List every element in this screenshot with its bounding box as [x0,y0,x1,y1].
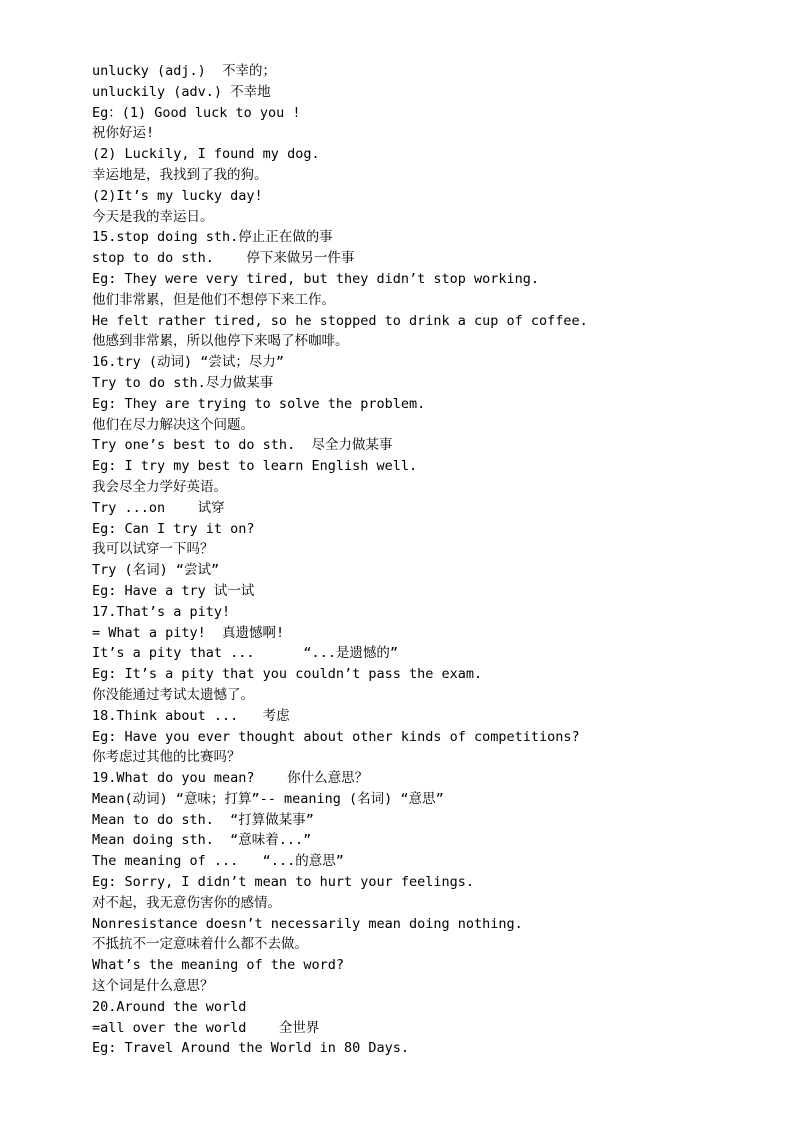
text-line: Mean to do sth. “打算做某事” [92,811,314,828]
section-heading-20: 20.Around the world [92,998,247,1015]
text-line: = What a pity! 真遗憾啊! [92,624,285,641]
text-line: Eg: Sorry, I didn’t mean to hurt your feelings. [92,874,475,891]
text-line: Mean(动词) “意味；打算”-- meaning (名词) “意思” [92,790,444,807]
text-line: (2) Luckily, I found my dog. [92,146,320,163]
text-line: It’s a pity that ... “...是遗憾的” [92,645,398,662]
text-line: Eg: Have you ever thought about other kinds of competitions? [92,728,580,745]
text-line: The meaning of ... “...的意思” [92,853,344,870]
text-line: Eg：(1) Good luck to you ! [92,104,301,121]
text-line: Try to do sth.尽力做某事 [92,374,274,391]
text-line: 今天是我的幸运日。 [92,208,214,225]
text-line: Eg: They were very tired, but they didn’t stop working. [92,270,540,287]
text-line: What’s the meaning of the word? [92,957,344,974]
text-line: Eg: Can I try it on? [92,520,255,537]
text-line: Eg: It’s a pity that you couldn’t pass the exam. [92,666,483,683]
text-line: Try ...on 试穿 [92,499,225,516]
text-line: stop to do sth. 停下来做另一件事 [92,250,355,267]
text-line: unlucky (adj.) 不幸的； [92,63,277,79]
text-line: 他感到非常累，所以他停下来喝了杯咖啡。 [92,333,349,350]
text-line: 幸运地是，我找到了我的狗。 [92,166,268,183]
text-line: He felt rather tired, so he stopped to drink a cup of coffee. [92,312,588,329]
text-line: 你没能通过考试太遗憾了。 [92,686,254,703]
section-heading-15: 15.stop doing sth.停止正在做的事 [92,229,333,246]
text-line: Eg: Travel Around the World in 80 Days. [92,1040,409,1057]
text-line: unluckily (adv.) 不幸地 [92,83,271,100]
section-heading-18: 18.Think about ... 考虑 [92,707,290,724]
text-line: Try one’s best to do sth. 尽全力做某事 [92,437,393,454]
text-line: 他们在尽力解决这个问题。 [92,416,254,433]
section-heading-16: 16.try (动词) “尝试；尽力” [92,354,285,371]
text-line: 你考虑过其他的比赛吗？ [92,749,241,766]
text-line: Nonresistance doesn’t necessarily mean doing nothing. [92,915,523,932]
notes-text-block [92,61,752,1059]
section-heading-19: 19.What do you mean? 你什么意思？ [92,770,369,787]
text-line: (2)It’s my lucky day! [92,187,263,204]
text-line: 对不起，我无意伤害你的感情。 [92,894,281,911]
text-line: 我会尽全力学好英语。 [92,478,227,495]
text-line: Eg: I try my best to learn English well. [92,458,418,475]
text-line: 不抵抗不一定意味着什么都不去做。 [92,936,308,953]
text-line: 我可以试穿一下吗？ [92,541,214,558]
text-line: Mean doing sth. “意味着...” [92,832,312,849]
section-heading-17: 17.That’s a pity! [92,603,231,620]
text-line: 他们非常累，但是他们不想停下来工作。 [92,291,335,308]
text-line: 这个词是什么意思？ [92,978,214,995]
text-line: 祝你好运! [92,125,155,142]
text-line: Eg: Have a try 试一试 [92,582,255,599]
text-line: =all over the world 全世界 [92,1019,320,1036]
text-line: Try (名词) “尝试” [92,562,220,579]
text-line: Eg: They are trying to solve the problem. [92,395,426,412]
